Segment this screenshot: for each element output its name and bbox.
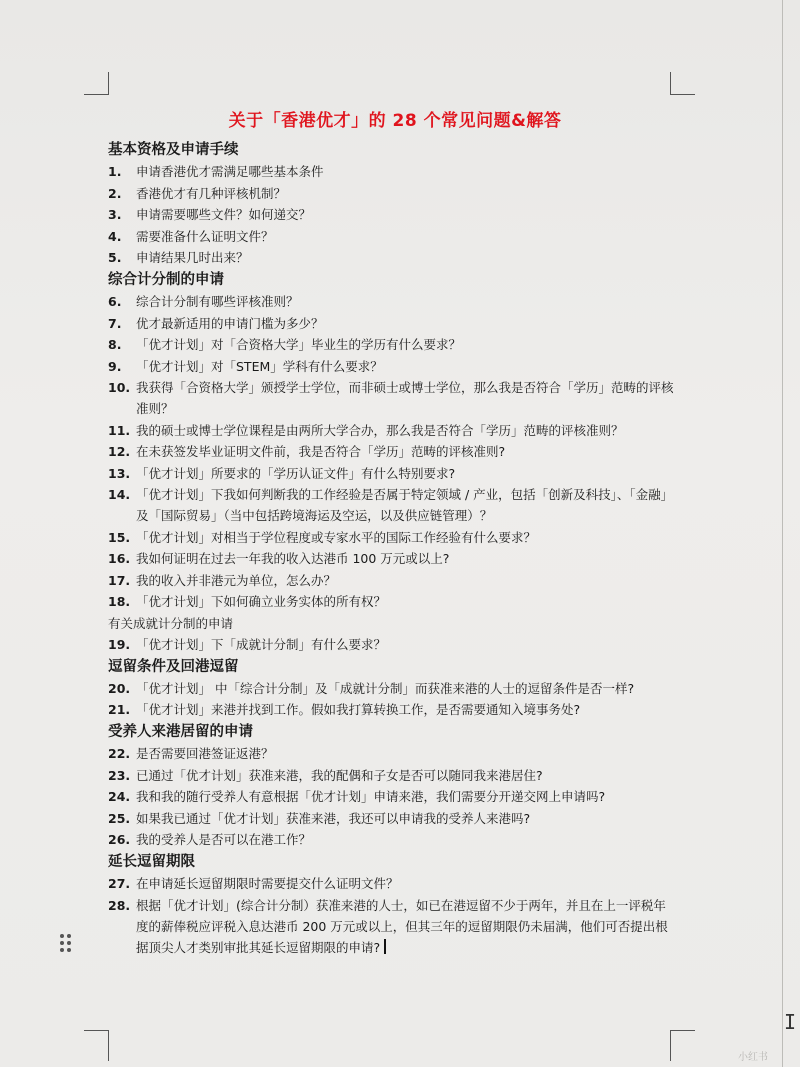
section-heading: 基本资格及申请手续 bbox=[108, 142, 239, 158]
item-text: 我和我的随行受养人有意根据「优才计划」申请来港，我们需要分开递交网上申请吗? bbox=[136, 789, 606, 804]
text-caret bbox=[384, 939, 386, 954]
list-item bbox=[108, 356, 678, 377]
item-number: 28. bbox=[108, 897, 131, 913]
section-heading: 受养人来港居留的申请 bbox=[108, 724, 253, 740]
section-heading: 综合计分制的申请 bbox=[108, 272, 224, 288]
list-item bbox=[108, 463, 678, 484]
item-number: 12. bbox=[108, 444, 131, 459]
item-number: 25. bbox=[108, 810, 131, 826]
item-number: 16. bbox=[108, 551, 131, 566]
item-text: 申请结果几时出来？ bbox=[136, 250, 249, 265]
item-number: 15. bbox=[108, 529, 131, 545]
item-text: 申请需要哪些文件？如何递交？ bbox=[136, 207, 312, 222]
drag-handle-icon[interactable] bbox=[60, 934, 76, 954]
list-item bbox=[108, 786, 678, 807]
item-number: 14. bbox=[108, 487, 131, 502]
item-text: 我的硕士或博士学位课程是由两所大学合办，那么我是否符合「学历」范畴的评核准则？ bbox=[136, 422, 624, 438]
item-text: 如果我已通过「优才计划」获准来港，我还可以申请我的受养人来港吗? bbox=[136, 810, 531, 826]
document-title: 关于「香港优才」的 28 个常见问题&解答 bbox=[228, 111, 562, 131]
item-number: 6. bbox=[108, 294, 122, 309]
list-item bbox=[108, 291, 678, 312]
item-number: 19. bbox=[108, 636, 131, 652]
item-text: 「优才计划」 中「综合计分制」及「成就计分制」而获准来港的人士的逗留条件是否一样? bbox=[136, 680, 635, 696]
item-text: 「优才计划」对相当于学位程度或专家水平的国际工作经验有什么要求？ bbox=[136, 529, 537, 545]
item-number: 7. bbox=[108, 315, 122, 331]
item-text: 我获得「合资格大学」颁授学士学位，而非硕士或博士学位，那么我是否符合「学历」范畴的评核准则？ bbox=[136, 380, 674, 416]
item-number: 2. bbox=[108, 185, 122, 201]
item-number: 9. bbox=[108, 358, 122, 374]
list-item bbox=[108, 484, 678, 526]
item-text: 「优才计划」下我如何判断我的工作经验是否属于特定领域 / 产业，包括「创新及科技」、「金融」及「国际贸易」（当中包括跨境海运及空运，以及供应链管理）？ bbox=[136, 487, 674, 523]
list-item bbox=[108, 527, 678, 548]
item-text: 综合计分制有哪些评核准则？ bbox=[136, 294, 299, 309]
list-item bbox=[108, 634, 678, 655]
list-item bbox=[108, 161, 678, 182]
crop-mark-top-right bbox=[670, 72, 695, 95]
faq-list bbox=[108, 138, 678, 958]
item-text: 已通过「优才计划」获准来港，我的配偶和子女是否可以随同我来港居住? bbox=[136, 767, 543, 783]
item-text: 在未获签发毕业证明文件前，我是否符合「学历」范畴的评核准则? bbox=[136, 444, 506, 459]
section-heading: 逗留条件及回港逗留 bbox=[108, 658, 239, 675]
item-text: 我的受养人是否可以在港工作？ bbox=[136, 832, 312, 847]
item-number: 27. bbox=[108, 876, 131, 891]
list-item bbox=[108, 678, 678, 699]
text-cursor-icon: I bbox=[784, 1010, 797, 1034]
list-item bbox=[108, 829, 678, 850]
item-text: 我的收入并非港元为单位，怎么办？ bbox=[136, 572, 337, 588]
item-text: 「优才计划」对「STEM」学科有什么要求？ bbox=[136, 358, 383, 374]
item-text: 根据「优才计划」(综合计分制）获准来港的人士，如已在港逗留不少于两年，并且在上一评税年度的薪俸税应评税入息达港币 200 万元或以上，但其三年的逗留期限仍未届满，他们可否提出根据顶尖人才类别审批其延长逗留期限的申请? bbox=[136, 897, 668, 955]
item-number: 4. bbox=[108, 228, 122, 244]
item-text: 在申请延长逗留期限时需要提交什么证明文件？ bbox=[136, 876, 399, 891]
item-number: 18. bbox=[108, 594, 131, 609]
item-number: 17. bbox=[108, 572, 131, 588]
item-text: 「优才计划」对「合资格大学」毕业生的学历有什么要求？ bbox=[136, 337, 462, 352]
list-item bbox=[108, 873, 678, 894]
item-text: 「优才计划」来港并找到工作。假如我打算转换工作，是否需要通知入境事务处? bbox=[136, 702, 581, 717]
list-item bbox=[108, 441, 678, 462]
list-item bbox=[108, 570, 678, 591]
list-item bbox=[108, 591, 678, 612]
item-number: 3. bbox=[108, 207, 122, 222]
item-number: 11. bbox=[108, 422, 131, 438]
screen-edge-line bbox=[782, 0, 783, 1067]
item-text: 优才最新适用的申请门槛为多少？ bbox=[136, 315, 324, 331]
item-text: 香港优才有几种评核机制？ bbox=[136, 185, 287, 201]
item-text: 是否需要回港签证返港？ bbox=[136, 746, 274, 761]
list-item bbox=[108, 183, 678, 204]
list-item bbox=[108, 204, 678, 225]
item-text: 需要准备什么证明文件？ bbox=[136, 228, 274, 244]
list-item bbox=[108, 313, 678, 334]
item-text: 「优才计划」下如何确立业务实体的所有权？ bbox=[136, 594, 387, 609]
item-number: 5. bbox=[108, 250, 122, 265]
item-number: 26. bbox=[108, 832, 131, 847]
item-number: 22. bbox=[108, 746, 131, 761]
list-item bbox=[108, 808, 678, 829]
item-number: 10. bbox=[108, 380, 131, 395]
item-number: 21. bbox=[108, 702, 131, 717]
section-subheading: 有关成就计分制的申请 bbox=[108, 615, 234, 631]
watermark: 小红书 bbox=[738, 1052, 768, 1063]
section-heading: 延长逗留期限 bbox=[108, 854, 195, 870]
list-item bbox=[108, 895, 678, 958]
crop-mark-bottom-right bbox=[670, 1030, 695, 1061]
item-number: 20. bbox=[108, 680, 131, 696]
list-item bbox=[108, 548, 678, 569]
item-number: 13. bbox=[108, 465, 131, 481]
item-number: 24. bbox=[108, 789, 131, 804]
list-item bbox=[108, 699, 678, 720]
item-number: 1. bbox=[108, 164, 122, 179]
list-item bbox=[108, 377, 678, 419]
item-number: 23. bbox=[108, 767, 131, 783]
list-item bbox=[108, 743, 678, 764]
list-item bbox=[108, 334, 678, 355]
list-item bbox=[108, 226, 678, 247]
item-text: 申请香港优才需满足哪些基本条件 bbox=[136, 164, 324, 179]
list-item bbox=[108, 247, 678, 268]
item-number: 8. bbox=[108, 337, 122, 352]
item-text: 「优才计划」所要求的「学历认证文件」有什么特别要求? bbox=[136, 465, 456, 481]
list-item bbox=[108, 420, 678, 441]
item-text: 我如何证明在过去一年我的收入达港币 100 万元或以上? bbox=[136, 551, 450, 566]
crop-mark-top-left bbox=[84, 72, 109, 95]
crop-mark-bottom-left bbox=[84, 1030, 109, 1061]
item-text: 「优才计划」下「成就计分制」有什么要求？ bbox=[136, 636, 387, 652]
list-item bbox=[108, 765, 678, 786]
